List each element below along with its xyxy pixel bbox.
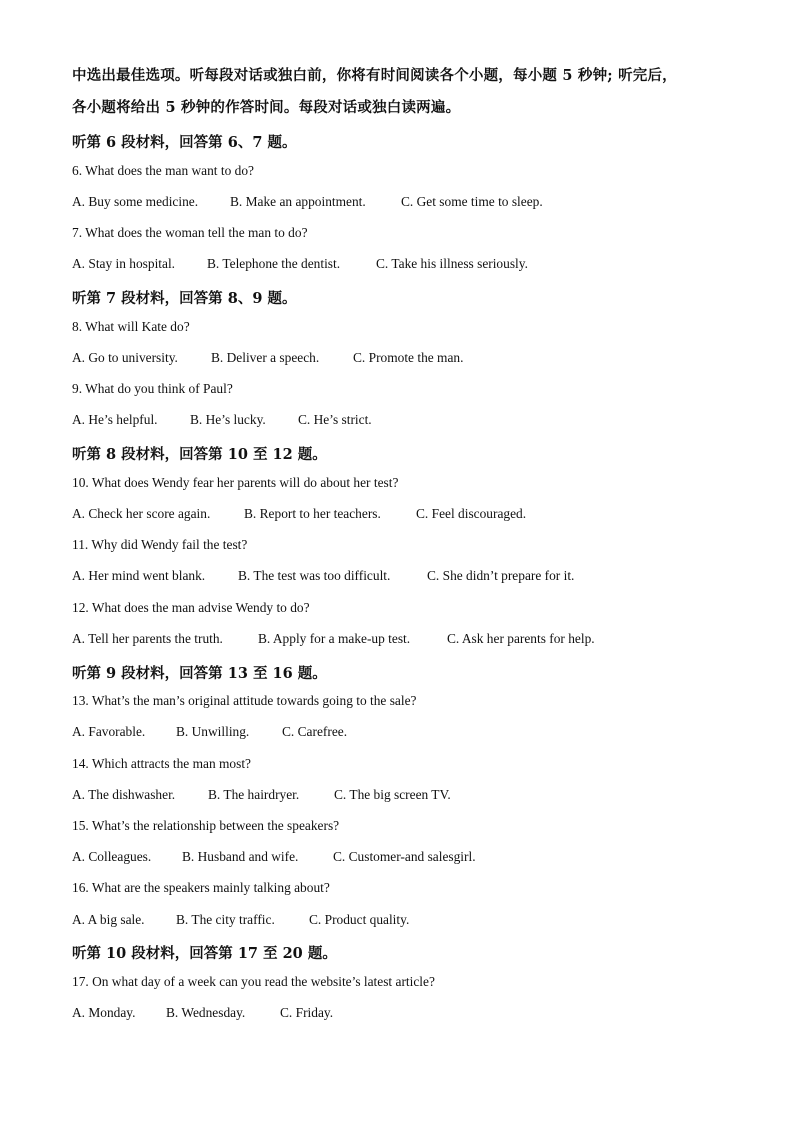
option-c: C. Ask her parents for help. bbox=[447, 631, 595, 646]
question-text: 12. What does the man advise Wendy to do? bbox=[72, 600, 310, 615]
option-c: C. Customer-and salesgirl. bbox=[333, 849, 476, 864]
option-b: B. He’s lucky. bbox=[190, 412, 266, 427]
option-c: C. Carefree. bbox=[282, 724, 348, 739]
question-text: 16. What are the speakers mainly talking about? bbox=[72, 880, 330, 895]
option-a: A. Go to university. bbox=[72, 350, 178, 365]
question-text: 11. Why did Wendy fail the test? bbox=[72, 537, 248, 552]
option-a: A. A big sale. bbox=[72, 912, 145, 927]
options-row bbox=[72, 787, 451, 803]
option-b: B. Make an appointment. bbox=[230, 194, 366, 209]
option-a: A. Monday. bbox=[72, 1005, 136, 1020]
option-c: C. Promote the man. bbox=[353, 350, 464, 365]
question-text: 9. What do you think of Paul? bbox=[72, 381, 233, 396]
options-row bbox=[72, 1005, 333, 1021]
question-text: 15. What’s the relationship between the speakers? bbox=[72, 818, 340, 833]
instructions-block bbox=[72, 60, 732, 124]
question-text: 14. Which attracts the man most? bbox=[72, 756, 251, 771]
option-b: B. Unwilling. bbox=[176, 724, 250, 739]
option-c: C. Product quality. bbox=[309, 912, 410, 927]
option-b: B. Apply for a make-up test. bbox=[258, 631, 411, 646]
question-text: 10. What does Wendy fear her parents will do about her test? bbox=[72, 475, 399, 490]
options-row bbox=[72, 412, 372, 428]
instructions-line-1: 中选出最佳选项。听每段对话或独白前，你将有时间阅读各个小题，每小题 5 秒钟; 听完后， bbox=[72, 67, 677, 84]
option-a: A. The dishwasher. bbox=[72, 787, 176, 802]
option-a: A. Her mind went blank. bbox=[72, 568, 206, 583]
option-a: A. Favorable. bbox=[72, 724, 146, 739]
option-a: A. Tell her parents the truth. bbox=[72, 631, 223, 646]
option-b: B. Husband and wife. bbox=[182, 849, 299, 864]
options-row bbox=[72, 350, 463, 366]
options-row bbox=[72, 568, 574, 584]
option-b: B. Deliver a speech. bbox=[211, 350, 320, 365]
option-a: A. Buy some medicine. bbox=[72, 194, 199, 209]
section-heading: 听第 10 段材料，回答第 17 至 20 题。 bbox=[72, 945, 337, 962]
question-text: 13. What’s the man’s original attitude towards going to the sale? bbox=[72, 693, 417, 708]
option-c: C. Get some time to sleep. bbox=[401, 194, 543, 209]
option-a: A. Colleagues. bbox=[72, 849, 152, 864]
options-row bbox=[72, 631, 595, 647]
option-c: C. She didn’t prepare for it. bbox=[427, 568, 575, 583]
option-a: A. He’s helpful. bbox=[72, 412, 158, 427]
option-c: C. Take his illness seriously. bbox=[376, 256, 528, 271]
options-row bbox=[72, 849, 476, 865]
option-a: A. Stay in hospital. bbox=[72, 256, 176, 271]
section-heading: 听第 6 段材料，回答第 6、7 题。 bbox=[72, 134, 297, 151]
option-b: B. Report to her teachers. bbox=[244, 506, 381, 521]
instructions-line-2: 各小题将给出 5 秒钟的作答时间。每段对话或独白读两遍。 bbox=[72, 99, 461, 116]
section-heading: 听第 9 段材料，回答第 13 至 16 题。 bbox=[72, 665, 327, 682]
option-b: B. The test was too difficult. bbox=[238, 568, 391, 583]
question-text: 17. On what day of a week can you read the website’s latest article? bbox=[72, 974, 435, 989]
section-heading: 听第 7 段材料，回答第 8、9 题。 bbox=[72, 290, 297, 307]
question-text: 7. What does the woman tell the man to do? bbox=[72, 225, 308, 240]
options-row bbox=[72, 506, 526, 522]
option-a: A. Check her score again. bbox=[72, 506, 211, 521]
options-row bbox=[72, 724, 347, 740]
section-heading: 听第 8 段材料，回答第 10 至 12 题。 bbox=[72, 446, 327, 463]
question-text: 6. What does the man want to do? bbox=[72, 163, 254, 178]
options-row bbox=[72, 912, 409, 928]
option-b: B. Telephone the dentist. bbox=[207, 256, 341, 271]
option-c: C. The big screen TV. bbox=[334, 787, 451, 802]
question-text: 8. What will Kate do? bbox=[72, 319, 190, 334]
option-c: C. He’s strict. bbox=[298, 412, 372, 427]
options-row bbox=[72, 256, 528, 272]
option-c: C. Friday. bbox=[280, 1005, 334, 1020]
options-row bbox=[72, 194, 543, 210]
option-c: C. Feel discouraged. bbox=[416, 506, 527, 521]
option-b: B. Wednesday. bbox=[166, 1005, 246, 1020]
option-b: B. The hairdryer. bbox=[208, 787, 300, 802]
option-b: B. The city traffic. bbox=[176, 912, 275, 927]
